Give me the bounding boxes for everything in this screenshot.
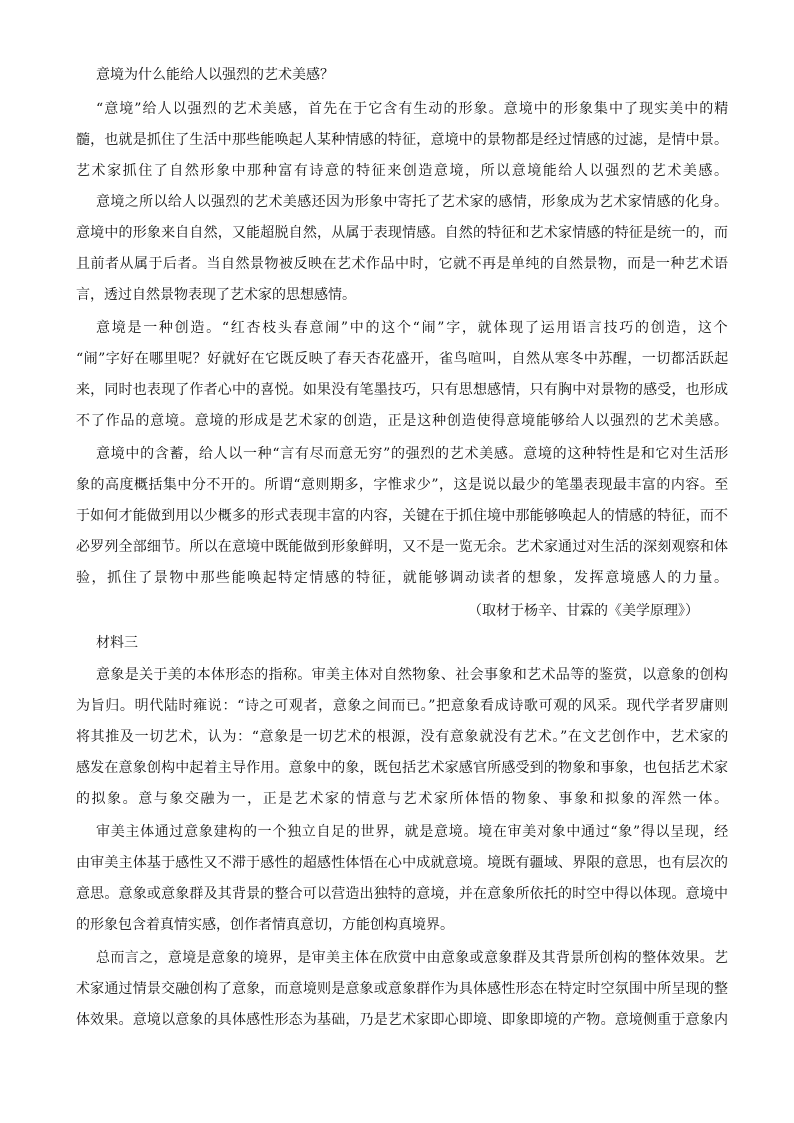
text-line: 言，透过自然景物表现了艺术家的思想感情。 bbox=[76, 287, 356, 303]
text-line: 感发在意象创构中起着主导作用。意象中的象，既包括艺术家感官所感受到的物象和事象，也包括艺术家 bbox=[76, 760, 729, 776]
text-line: 意象是关于美的本体形态的指称。审美主体对自然物象、社会事象和艺术品等的鉴赏，以意象的创构 bbox=[96, 667, 729, 683]
text-line: 意境中的含蓄，给人以一种“言有尽而意无穷”的强烈的艺术美感。意境的这种特性是和它对生活形 bbox=[96, 446, 730, 462]
text-line: 体效果。意境以意象的具体感性形态为基础，乃是艺术家即心即境、即象即境的产物。意境侧重于意象内 bbox=[76, 1012, 729, 1028]
text-line: 的形象包含着真情实感，创作者情真意切，方能创构真境界。 bbox=[76, 917, 454, 933]
source-citation: （取材于杨辛、甘霖的《美学原理》） bbox=[468, 603, 699, 619]
text-line: 不了作品的意境。意境的形成是艺术家的创造，正是这种创造使得意境能够给人以强烈的艺术美感。 bbox=[76, 413, 729, 429]
text-line: 将其推及一切艺术，认为：“意象是一切艺术的根源，没有意象就没有艺术。”在文艺创作中，艺术家的 bbox=[76, 729, 729, 745]
text-line: 术家通过情景交融创构了意象，而意境则是意象或意象群作为具体感性形态在特定时空氛围中所呈现的整 bbox=[76, 981, 729, 997]
text-line: 由审美主体基于感性又不滞于感性的超感性体悟在心中成就意境。境既有疆域、界限的意思，也有层次的 bbox=[76, 855, 729, 871]
text-line: 象的高度概括集中分不开的。所谓“意则期多，字惟求少”，这是说以最少的笔墨表现最丰富的内容。至 bbox=[76, 477, 729, 493]
text-line: “闹”字好在哪里呢？好就好在它既反映了春天杏花盛开，雀鸟喧叫，自然从寒冬中苏醒，一切都活跃起 bbox=[76, 351, 729, 367]
text-line: 艺术家抓住了自然形象中那种富有诗意的特征来创造意境，所以意境能给人以强烈的艺术美感。 bbox=[76, 163, 730, 179]
text-line: 意境之所以给人以强烈的艺术美感还因为形象中寄托了艺术家的感情，形象成为艺术家情感的化身。 bbox=[96, 194, 729, 210]
text-line: 且前者从属于后者。当自然景物被反映在艺术作品中时，它就不再是单纯的自然景物，而是一种艺术语 bbox=[76, 256, 729, 272]
text-line: 意境为什么能给人以强烈的艺术美感？ bbox=[96, 67, 334, 83]
text-line: 髓，也就是抓住了生活中那些能唤起人某种情感的特征，意境中的景物都是经过情感的过滤，是情中景。 bbox=[76, 132, 729, 148]
text-line: 总而言之，意境是意象的境界，是审美主体在欣赏中由意象或意象群及其背景所创构的整体效果。艺 bbox=[96, 950, 729, 966]
text-line: 于如何才能做到用以少概多的形式表现丰富的内容，关键在于抓住境中那能够唤起人的情感的特征，而不 bbox=[76, 508, 729, 524]
text-line: 为旨归。明代陆时雍说：“诗之可观者，意象之间而已。”把意象看成诗歌可观的风采。现代学者罗庸则 bbox=[76, 698, 729, 714]
text-line: 意思。意象或意象群及其背景的整合可以营造出独特的意境，并在意象所依托的时空中得以体现。意境中 bbox=[76, 886, 729, 902]
text-line: “意境”给人以强烈的艺术美感，首先在于它含有生动的形象。意境中的形象集中了现实美中的精 bbox=[96, 101, 730, 117]
text-line: 必罗列全部细节。所以在意境中既能做到形象鲜明，又不是一览无余。艺术家通过对生活的深刻观察和体 bbox=[76, 539, 729, 555]
section-heading: 材料三 bbox=[96, 635, 138, 651]
text-line: 验，抓住了景物中那些能唤起特定情感的特征，就能够调动读者的想象，发挥意境感人的力量。 bbox=[76, 570, 730, 586]
text-line: 意境是一种创造。“红杏枝头春意闹”中的这个“闹”字，就体现了运用语言技巧的创造，这个 bbox=[96, 320, 730, 336]
text-line: 的拟象。意与象交融为一，正是艺术家的情意与艺术家所体悟的物象、事象和拟象的浑然一体。 bbox=[76, 791, 730, 807]
text-line: 审美主体通过意象建构的一个独立自足的世界，就是意境。境在审美对象中通过“象”得以呈现，经 bbox=[96, 824, 730, 840]
text-line: 意境中的形象来自自然，又能超脱自然，从属于表现情感。自然的特征和艺术家情感的特征是统一的，而 bbox=[76, 225, 729, 241]
text-line: 来，同时也表现了作者心中的喜悦。如果没有笔墨技巧，只有思想感情，只有胸中对景物的感受，也形成 bbox=[76, 382, 729, 398]
